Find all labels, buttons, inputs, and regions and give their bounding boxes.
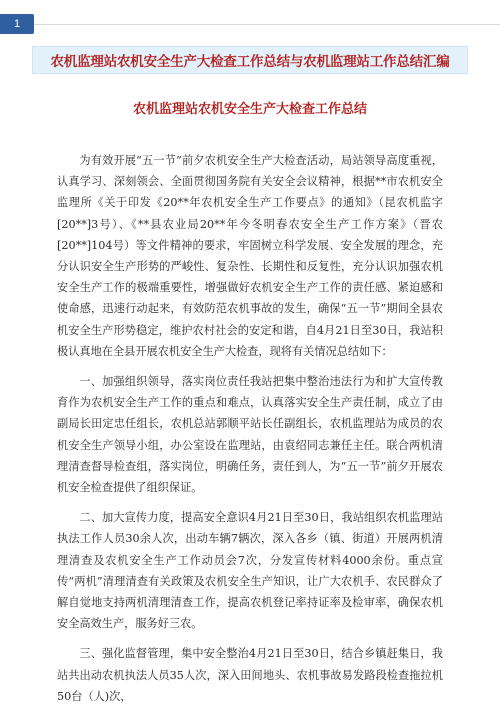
document-title: 农机监理站农机安全生产大检查工作总结与农机监理站工作总结汇编 bbox=[50, 54, 450, 70]
document-title-banner bbox=[32, 46, 468, 74]
section-title: 农机监理站农机安全生产大检查工作总结 bbox=[132, 102, 367, 117]
body-paragraph-1: 为有效开展“五一节”前夕农机安全生产大检查活动，局站领导高度重视，认真学习、深刻领会、全面贯彻国务院有关安全会议精神，根据**市农机安全监理所《关于印发《20**年农机安全生产工作要点》的通知》（昆农机监字[20**]3号）、《**县农业局20**年今冬明春农安全生产工作方案》（晋农[20**]104号）等文件精神的要求，牢固树立科学发展、安全发展的理念，充分认识安全生产形势的严峻性、复杂性、长期性和反复性，充分认识加强农机安全生产工作的极端重要性，增强做好农机安全生产工作的责任感、紧迫感和使命感，迅速行动起来，有效防范农机事故的发生，确保“五一节”期间全县农机安全生产形势稳定，维护农村社会的安定和谐，自4月21日至30日，我站积极认真地在全县开展农机安全生产大检查，现将有关情况总结如下： bbox=[57, 154, 443, 358]
document-body bbox=[57, 150, 443, 716]
body-paragraph-3: 二、加大宣传力度，提高安全意识4月21日至30日，我站组织农机监理站执法工作人员30余人次，出动车辆7辆次，深入各乡（镇、街道）开展两机清理清查及农机安全生产工作动员会7次，分发宣传材料4000余份。重点宣传“两机”清理清查有关政策及农机安全生产知识，让广大农机手、农民群众了解自觉地支持两机清理清查工作，提高农机登记率持证率及检审率，确保农机安全高效生产，服务好三农。 bbox=[57, 511, 443, 631]
page-number-badge: 1 bbox=[0, 14, 34, 34]
body-paragraph-4: 三、强化监督管理，集中安全整治4月21日至30日，结合乡镇赶集日，我站共出动农机执法人员35人次，深入田间地头、农机事故易发路段检查拖拉机50台（人)次， bbox=[57, 647, 443, 703]
header-divider bbox=[34, 24, 500, 25]
body-paragraph-2: 一、加强组织领导，落实岗位责任我站把集中整治违法行为和扩大宣传教育作为农机安全生产工作的重点和难点，认真落实安全生产责任制，成立了由副局长田定忠任组长，农机总站郭顺平站长任副组长，农机监理站为成员的农机安全生产领导小组，办公室设在监理站，由袁绍同志兼任主任。联合两机清理清查督导检查组，落实岗位，明确任务，责任到人，为“五一节”前夕开展农机安全检查提供了组织保证。 bbox=[57, 375, 443, 495]
